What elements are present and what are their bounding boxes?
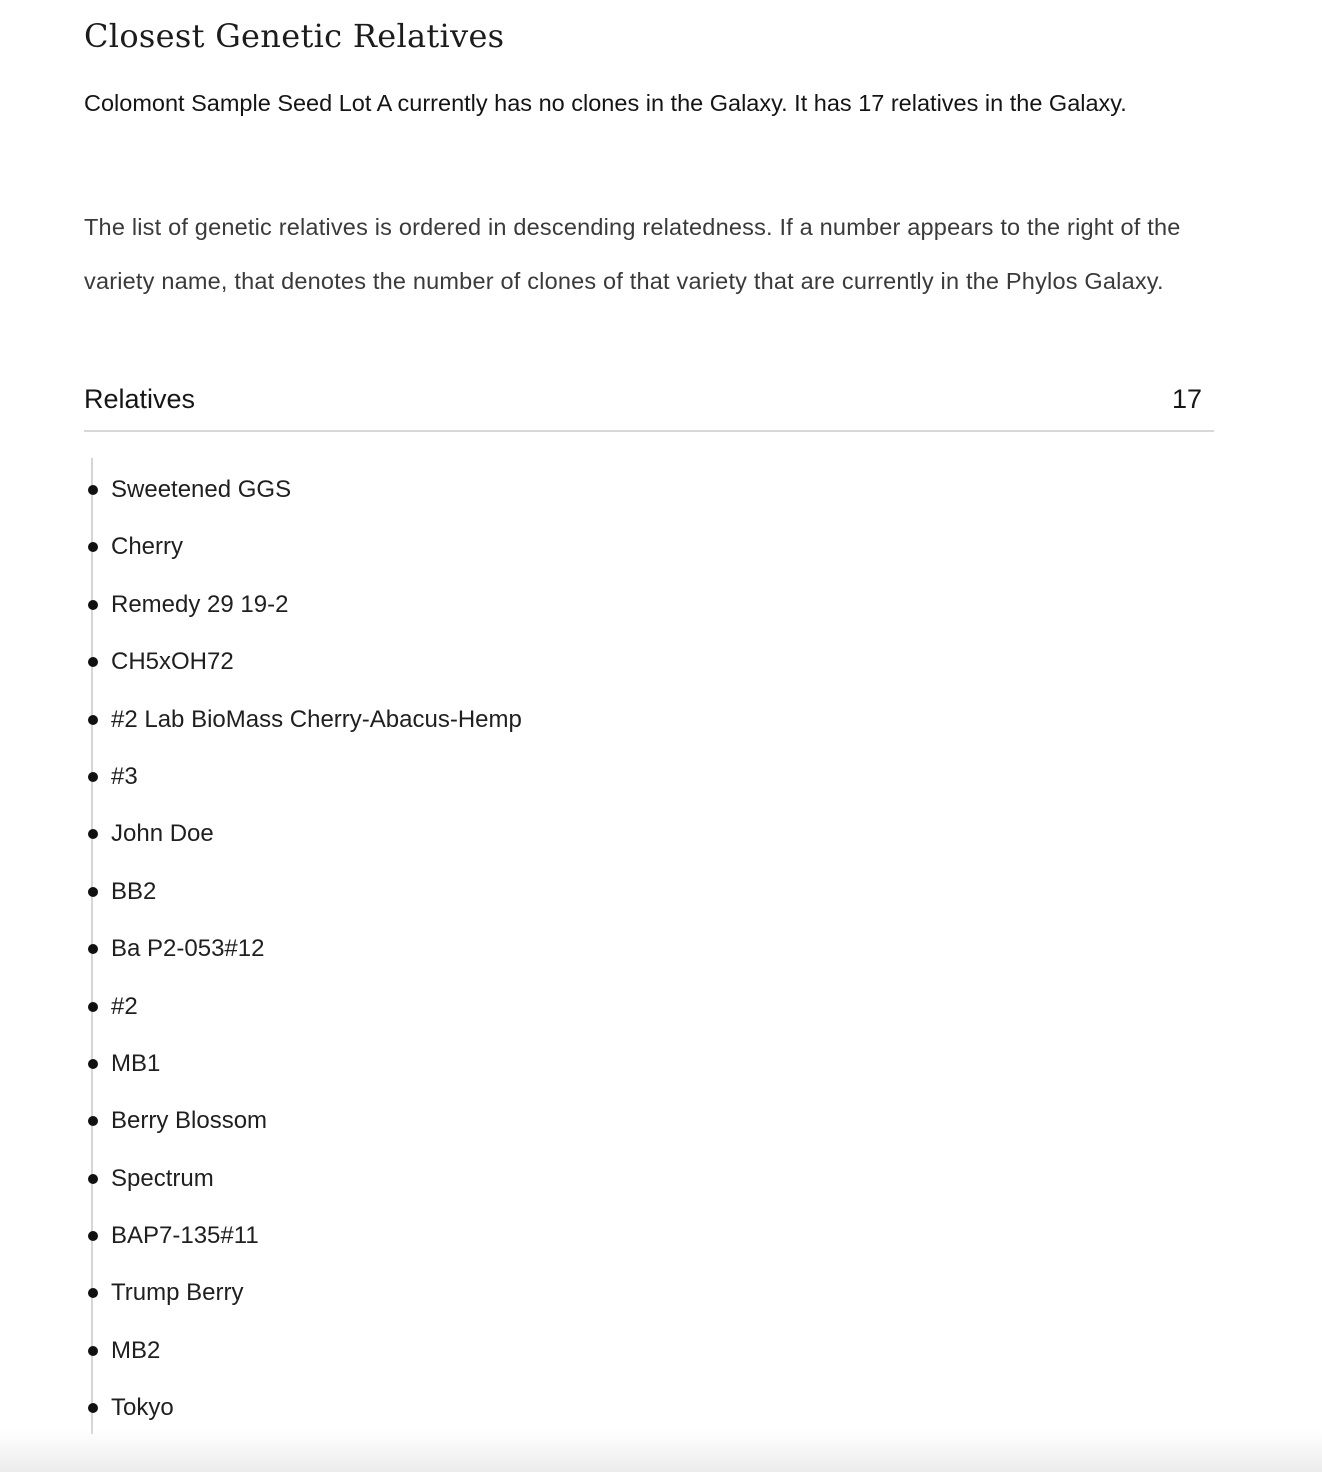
relative-name[interactable]: Cherry [111, 533, 184, 561]
relative-item[interactable] [84, 975, 1214, 1032]
bullet-icon [88, 542, 98, 552]
relative-name[interactable]: MB1 [111, 1049, 161, 1077]
bullet-icon [88, 715, 98, 725]
bullet-icon [88, 600, 98, 610]
bottom-fade [0, 1430, 1322, 1472]
section-title: Closest Genetic Relatives [84, 17, 505, 55]
relative-item[interactable] [84, 802, 1214, 859]
relative-item[interactable] [84, 1204, 1214, 1261]
relative-item[interactable] [84, 745, 1214, 802]
relative-item[interactable] [84, 515, 1214, 572]
relative-name[interactable]: #2 [111, 992, 138, 1020]
bullet-icon [88, 1002, 98, 1012]
bullet-icon [88, 829, 98, 839]
relative-name[interactable]: Spectrum [111, 1164, 214, 1192]
relatives-list [84, 458, 1214, 1434]
relative-name[interactable]: Trump Berry [111, 1279, 244, 1307]
bullet-icon [88, 1346, 98, 1356]
relative-name[interactable]: BAP7-135#11 [111, 1222, 259, 1250]
relative-item[interactable] [84, 917, 1214, 974]
relative-name[interactable]: BB2 [111, 877, 157, 905]
relative-item[interactable] [84, 573, 1214, 630]
bullet-icon [88, 1288, 98, 1298]
relative-item[interactable] [84, 458, 1214, 515]
relative-name[interactable]: Ba P2-053#12 [111, 935, 265, 963]
relative-name[interactable]: Sweetened GGS [111, 476, 292, 503]
bullet-icon [88, 944, 98, 954]
relatives-label: Relatives [84, 384, 196, 414]
relative-item[interactable] [84, 1147, 1214, 1204]
relative-name[interactable]: Remedy 29 19-2 [111, 590, 289, 618]
relative-name[interactable]: #2 Lab BioMass Cherry-Abacus-Hemp [111, 705, 522, 733]
relative-item[interactable] [84, 1089, 1214, 1146]
relative-item[interactable] [84, 1376, 1214, 1433]
bullet-icon [88, 772, 98, 782]
relative-name[interactable]: John Doe [111, 820, 214, 848]
relative-item[interactable] [84, 1319, 1214, 1376]
relative-item[interactable] [84, 688, 1214, 745]
relatives-explanation: The list of genetic relatives is ordered in descending relatedness. If a number appears to the right of the variety name, that denotes the number of clones of that variety that are currently in the Phylos Galaxy. [84, 214, 1181, 294]
relative-name[interactable]: Tokyo [111, 1394, 174, 1422]
relative-name[interactable]: Berry Blossom [111, 1107, 268, 1135]
relatives-count: 17 [1171, 384, 1202, 414]
relative-name[interactable]: CH5xOH72 [111, 648, 234, 676]
bullet-icon [88, 1116, 98, 1126]
relatives-header [84, 382, 1214, 432]
bullet-icon [88, 1231, 98, 1241]
relative-item[interactable] [84, 1032, 1214, 1089]
bullet-icon [88, 1059, 98, 1069]
relative-item[interactable] [84, 630, 1214, 687]
relative-item[interactable] [84, 1261, 1214, 1318]
bullet-icon [88, 657, 98, 667]
bullet-icon [88, 1403, 98, 1413]
relative-item[interactable] [84, 860, 1214, 917]
bullet-icon [88, 1174, 98, 1184]
relative-name[interactable]: #3 [111, 762, 138, 790]
relative-name[interactable]: MB2 [111, 1336, 161, 1364]
relatives-summary: Colomont Sample Seed Lot A currently has no clones in the Galaxy. It has 17 relatives in the Galaxy. [84, 90, 1127, 116]
bullet-icon [88, 887, 98, 897]
bullet-icon [88, 485, 98, 495]
